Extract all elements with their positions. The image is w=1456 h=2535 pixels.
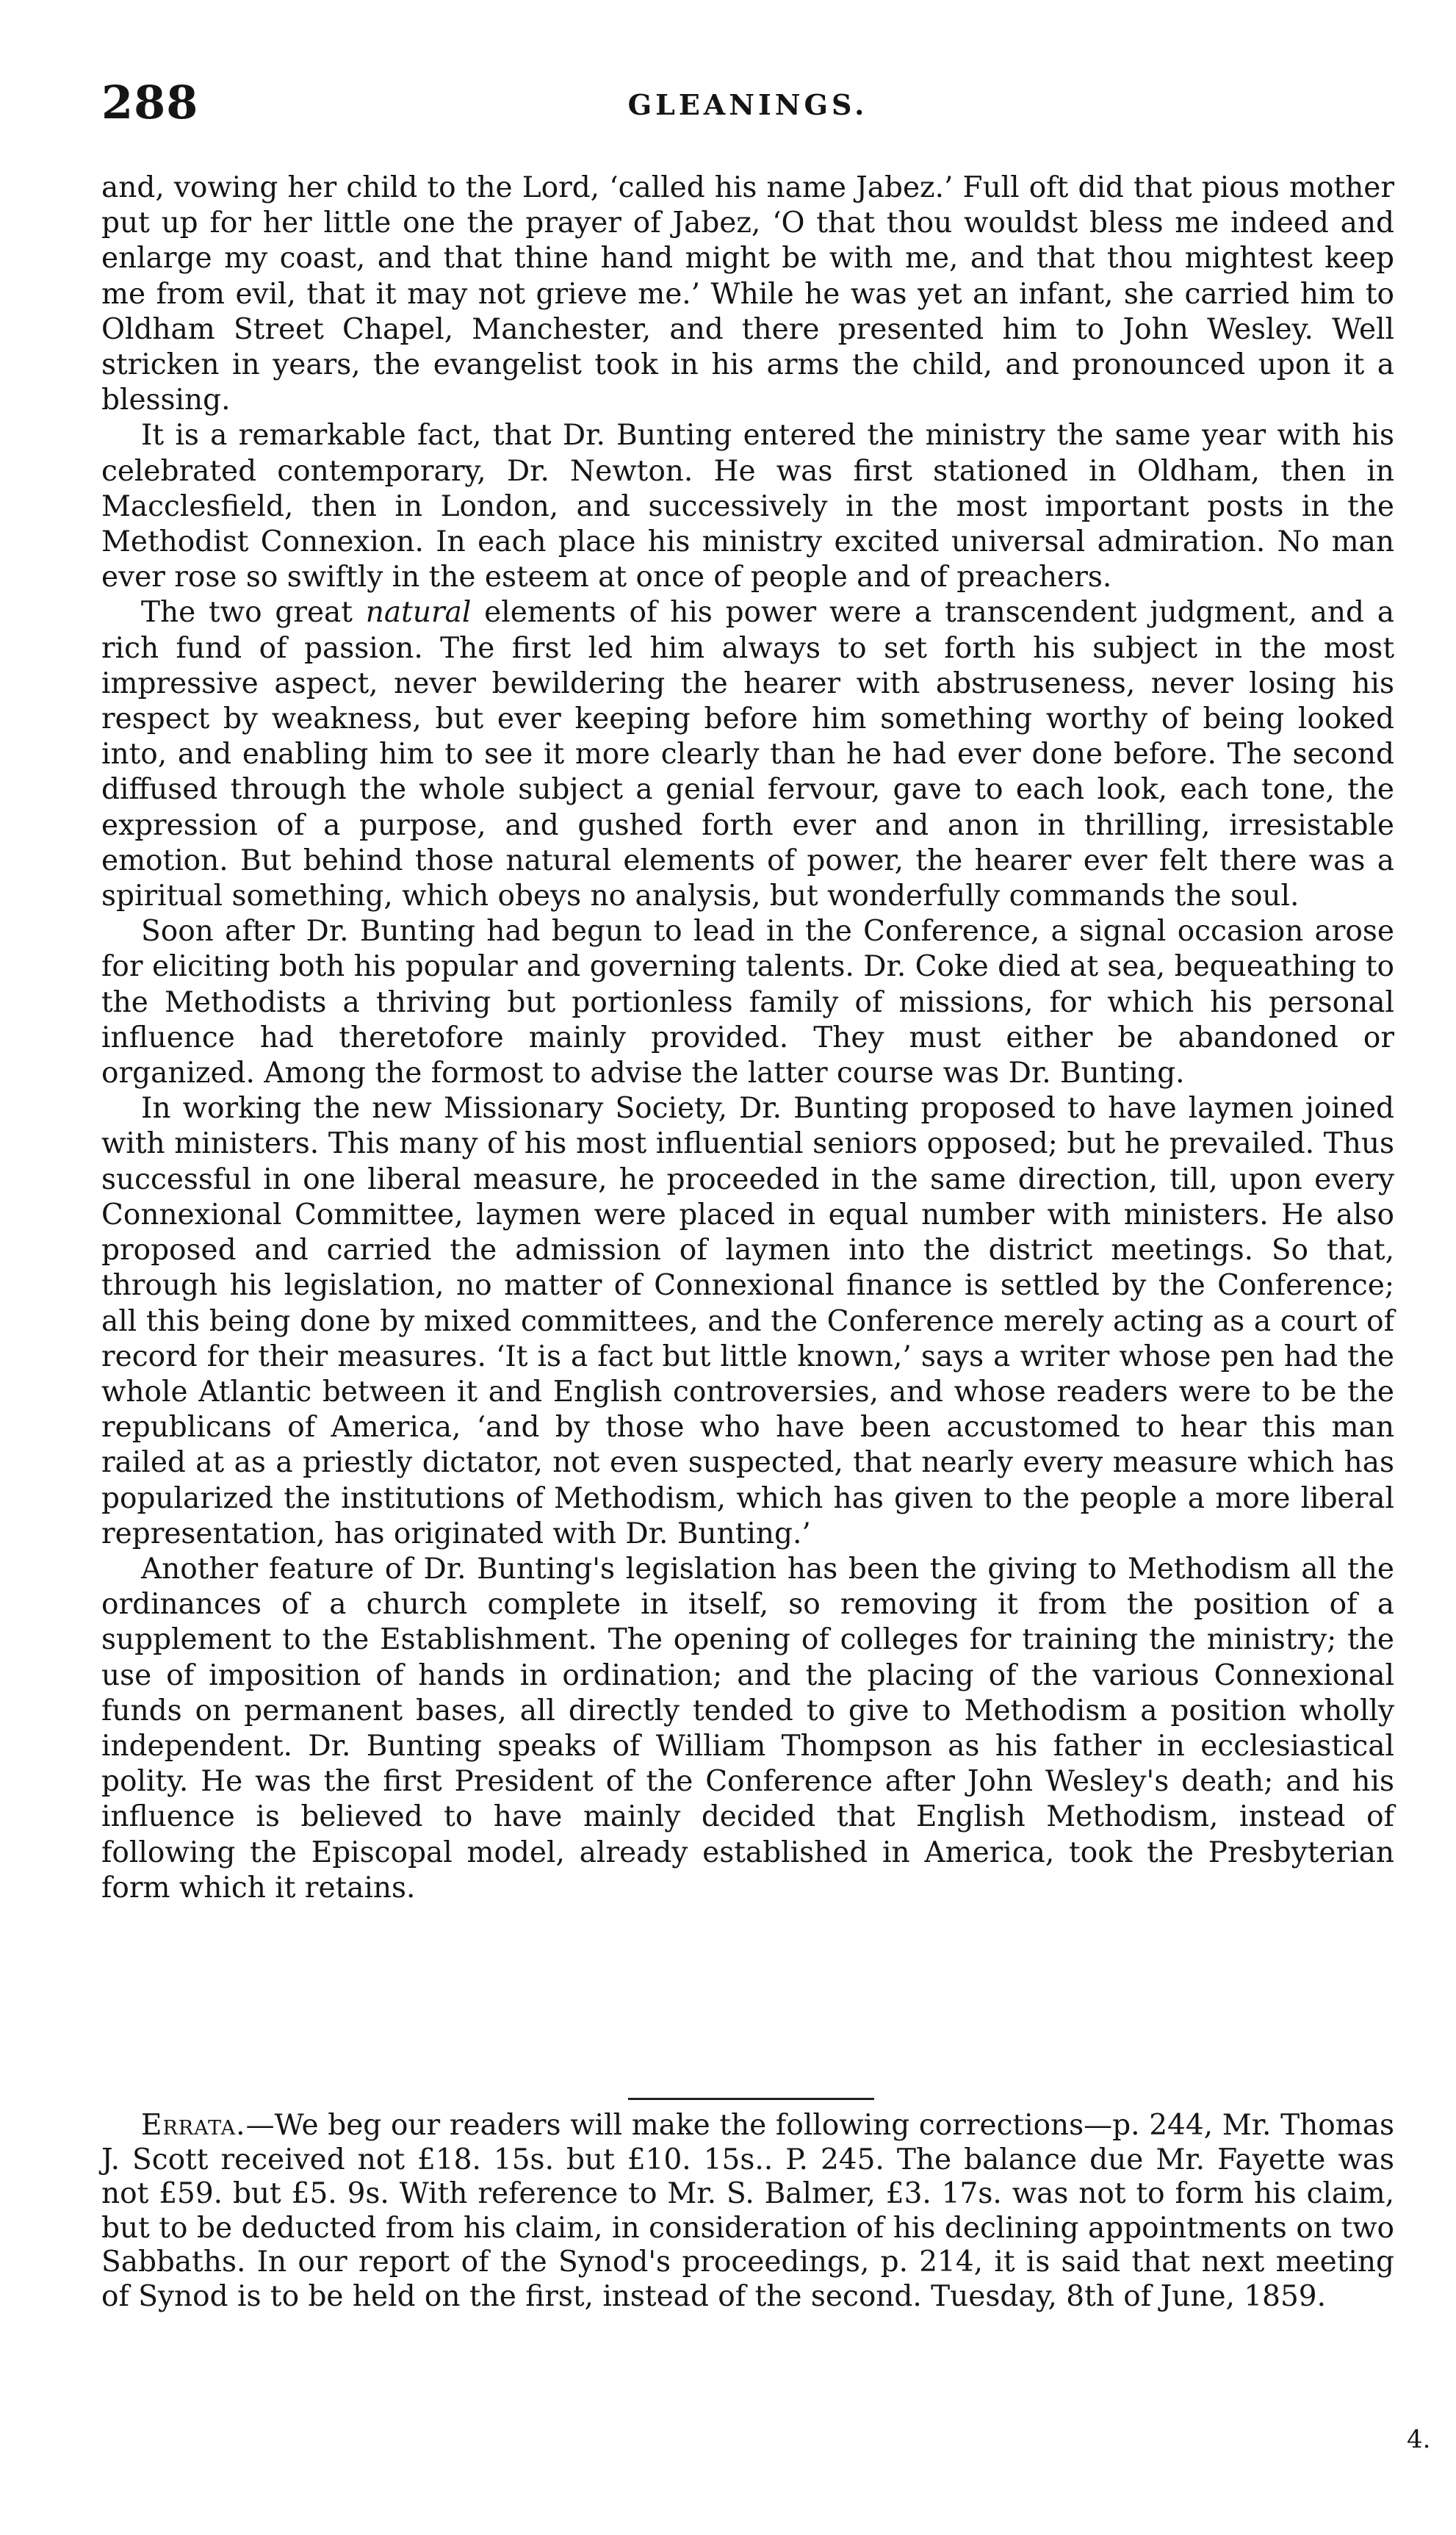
margin-mark: 4. xyxy=(1407,2425,1431,2454)
emphasis-natural: natural xyxy=(365,596,472,630)
paragraph-3-start: The two great xyxy=(141,596,366,630)
paragraph-5: In working the new Missionary Society, Dr. Bunting proposed to have laymen joined with ministers. This many of his most influential seniors opposed; but he prevailed. Thus successful in one liberal measure, he proceeded in the same direction, till, upon every Connexional Committee, laymen were placed in equal number with ministers. He also proposed and carried the admission of laymen into the district meetings. So that, through his legislation, no matter of Connexional finance is settled by the Conference; all this being done by mixed committees, and the Conference merely acting as a court of record for their measures. ‘It is a fact but little known,’ says a writer whose pen had the whole Atlantic between it and English controversies, and whose readers were to be the republicans of America, ‘and by those who have been accustomed to hear this man railed at as a priestly dictator, not even suspected, that nearly every measure which has popularized the institutions of Methodism, which has given to the people a more liberal representation, has originated with Dr. Bunting.’ xyxy=(101,1092,1394,1550)
running-head xyxy=(101,73,1394,132)
paragraph-6: Another feature of Dr. Bunting's legislation has been the giving to Methodism all the ordinances of a church complete in itself, so removing it from the position of a supplement to the Establishment. The opening of colleges for training the ministry; the use of imposition of hands in ordination; and the placing of the various Connexional funds on permanent bases, all directly tended to give to Methodism a position wholly independent. Dr. Bunting speaks of William Thompson as his father in ecclesiastical polity. He was the first President of the Conference after John Wesley's death; and his influence is believed to have mainly decided that English Methodism, instead of following the Episcopal model, already established in America, took the Presbyterian form which it retains. xyxy=(101,1552,1394,1905)
paragraph-2: It is a remarkable fact, that Dr. Bunting entered the ministry the same year with his celebrated contemporary, Dr. Newton. He was first stationed in Oldham, then in Macclesfield, then in London, and successively in the most important posts in the Methodist Connexion. In each place his ministry excited universal admiration. No man ever rose so swiftly in the esteem at once of people and of preachers. xyxy=(101,419,1394,594)
paragraph-4: Soon after Dr. Bunting had begun to lead in the Conference, a signal occasion arose for eliciting both his popular and governing talents. Dr. Coke died at sea, bequeathing to the Methodists a thriving but portionless family of missions, for which his personal influence had theretofore mainly provided. They must either be abandoned or organized. Among the formost to advise the latter course was Dr. Bunting. xyxy=(101,915,1394,1090)
errata-text: —We beg our readers will make the following corrections—p. 244, Mr. Thomas J. Scott received not £18. 15s. but £10. 15s.. P. 245. The balance due Mr. Fayette was not £59. but £5. 9s. With reference to Mr. S. Balmer, £3. 17s. was not to form his claim, but to be deducted from his claim, in consideration of his declining appointments on two Sabbaths. In our report of the Synod's proceedings, p. 214, it is said that next meeting of Synod is to be held on the first, instead of the second. Tuesday, 8th of June, 1859. xyxy=(101,2109,1394,2313)
errata-note xyxy=(101,2109,1394,2314)
paragraph-3-rest: elements of his power were a transcendent judgment, and a rich fund of passion. The first led him always to set forth his subject in the most impressive aspect, never bewildering the hearer with abstruseness, never losing his respect by weakness, but ever keeping before him something worthy of being looked into, and enabling him to see it more clearly than he had ever done before. The second diffused through the whole subject a genial fervour, gave to each look, each tone, the expression of a purpose, and gushed forth ever and anon in thrilling, irresistable emotion. But behind those natural elements of power, the hearer ever felt there was a spiritual something, which obeys no analysis, but wonderfully commands the soul. xyxy=(101,596,1394,913)
errata-paragraph xyxy=(101,2109,1394,2314)
header-title: GLEANINGS. xyxy=(627,88,868,121)
section-divider xyxy=(628,2098,874,2100)
errata-label: Errata. xyxy=(141,2109,246,2142)
paragraph-1: and, vowing her child to the Lord, ‘called his name Jabez.’ Full oft did that pious mother put up for her little one the prayer of Jabez, ‘O that thou wouldst bless me indeed and enlarge my coast, and that thine hand might be with me, and that thou mightest keep me from evil, that it may not grieve me.’ While he was yet an infant, she carried him to Oldham Street Chapel, Manchester, and there presented him to John Wesley. Well stricken in years, the evangelist took in his arms the child, and pronounced upon it a blessing. xyxy=(101,171,1394,417)
article-body xyxy=(101,170,1394,1906)
page-number: 288 xyxy=(101,76,199,129)
paragraph-3 xyxy=(101,595,1394,914)
